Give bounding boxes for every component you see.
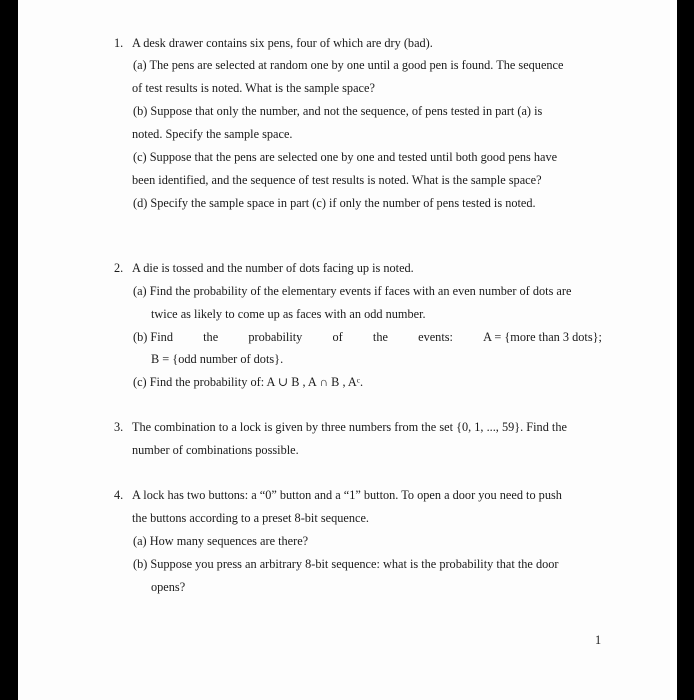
problem-2-b-word: (b) Find [133,330,173,344]
problem-2-event-a: A = {more than 3 dots}; [483,330,602,344]
problem-1-intro: A desk drawer contains six pens, four of which are dry (bad). [132,36,433,50]
problem-2-intro: A die is tossed and the number of dots facing up is noted. [132,261,414,275]
page-number: 1 [595,633,602,647]
problem-4-a-line: (a) How many sequences are there? [133,534,309,548]
problem-4-b-line: opens? [151,580,186,594]
document-page [18,0,677,700]
problem-2-b-line [133,329,602,345]
problem-2-b-word: probability [248,330,303,344]
problem-3-line: The combination to a lock is given by three numbers from the set {0, 1, ..., 59}. Find the [132,420,567,434]
problem-1-line: (d) Specify the sample space in part (c) if only the number of pens tested is noted. [133,196,536,210]
problem-2-a-line: twice as likely to come up as faces with an odd number. [151,307,426,321]
problem-4-line: the buttons according to a preset 8-bit sequence. [132,511,369,525]
problem-1-line: (a) The pens are selected at random one by one until a good pen is found. The sequence [133,58,564,72]
problem-2-event-b: B = {odd number of dots}. [151,352,284,366]
problem-2-b-word: events: [418,330,453,344]
problem-1-line: (c) Suppose that the pens are selected one by one and tested until both good pens have [133,150,558,164]
problem-1-line: (b) Suppose that only the number, and not the sequence, of pens tested in part (a) is [133,104,543,118]
problem-1-number: 1. [114,36,124,50]
problem-2-b-word: the [372,330,388,344]
problem-2-c-line: (c) Find the probability of: A ∪ B , A ∩ B , Aᶜ. [133,375,364,389]
problem-2-number: 2. [114,261,124,275]
problem-3-line: number of combinations possible. [132,443,299,457]
problem-2-b-word: of [332,330,343,344]
problem-2-b-word: the [203,330,219,344]
problem-4-number: 4. [114,488,124,502]
problem-1-line: of test results is noted. What is the sample space? [132,81,375,95]
problem-1-line: been identified, and the sequence of test results is noted. What is the sample space? [132,173,542,187]
problem-1-line: noted. Specify the sample space. [132,127,293,141]
problem-4-line: A lock has two buttons: a “0” button and a “1” button. To open a door you need to push [132,488,562,502]
problem-3-number: 3. [114,420,124,434]
problem-2-a-line: (a) Find the probability of the elementary events if faces with an even number of dots are [133,284,572,298]
problem-4-b-line: (b) Suppose you press an arbitrary 8-bit sequence: what is the probability that the door [133,557,559,571]
